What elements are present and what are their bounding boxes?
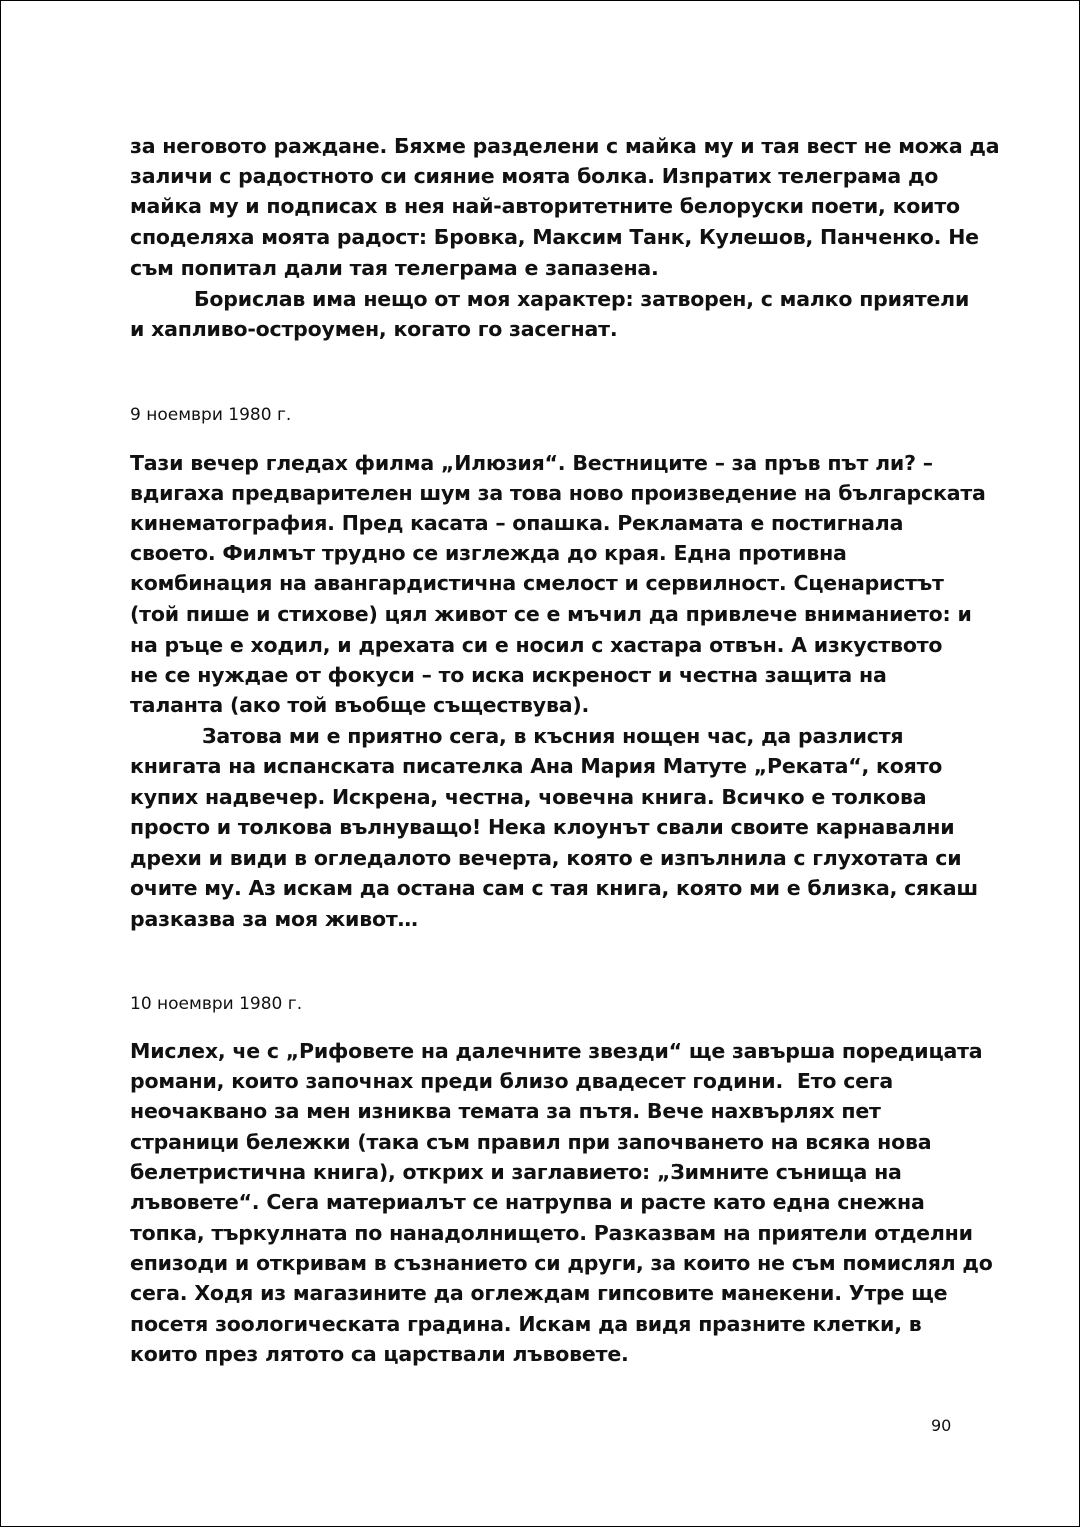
text-line: купих надвечер. Искрена, честна, човечна книга. Всичко е толкова: [130, 785, 927, 809]
text-line: просто и толкова вълнуващо! Нека клоунът свали своите карнавални: [130, 815, 955, 839]
text-line: неочаквано за мен изниква темата за пътя. Вече нахвърлях пет: [130, 1099, 881, 1123]
text-line: романи, които започнах преди близо двадесет години. Ето сега: [130, 1069, 894, 1093]
text-line: очите му. Аз искам да остана сам с тая книга, която ми е близка, сякаш: [130, 876, 978, 900]
text-line: лъвовете“. Сега материалът се натрупва и расте като една снежна: [130, 1190, 925, 1214]
text-line: които през лятото са царствали лъвовете.: [130, 1342, 629, 1366]
text-line: споделяха моята радост: Бровка, Максим Танк, Кулешов, Панченко. Не: [130, 225, 979, 249]
text-line: епизоди и откривам в съзнанието си други, за които не съм помислял до: [130, 1251, 993, 1275]
text-line: и хапливо-остроумен, когато го засегнат.: [130, 317, 618, 341]
page-number: 90: [931, 1416, 952, 1435]
text-line: Затова ми е приятно сега, в късния нощен час, да разлистя: [202, 724, 904, 748]
text-line: (той пише и стихове) цял живот се е мъчил да привлече вниманието: и: [130, 602, 972, 626]
entry-date: 9 ноември 1980 г.: [130, 405, 292, 425]
text-line: майка му и подписах в нея най-авторитетните белоруски поети, които: [130, 194, 960, 218]
text-line: разказва за моя живот…: [130, 907, 418, 931]
entry-date: 10 ноември 1980 г.: [130, 994, 303, 1014]
text-line: топка, търкулната по нанадолнището. Разказвам на приятели отделни: [130, 1221, 973, 1245]
text-line: Тази вечер гледах филма „Илюзия“. Вестниците – за пръв път ли? –: [130, 451, 933, 475]
text-line: страници бележки (така съм правил при започването на всяка нова: [130, 1130, 932, 1154]
text-line: не се нуждае от фокуси – то иска искреност и честна защита на: [130, 663, 887, 687]
text-line: Мислех, че с „Рифовете на далечните звезди“ ще завърша поредицата: [130, 1039, 983, 1063]
text-line: сега. Ходя из магазините да оглеждам гипсовите манекени. Утре ще: [130, 1281, 948, 1305]
text-line: своето. Филмът трудно се изглежда до края. Една противна: [130, 541, 847, 565]
text-line: дрехи и види в огледалото вечерта, която е изпълнила с глухотата си: [130, 846, 962, 870]
text-line: кинематография. Пред касата – опашка. Рекламата е постигнала: [130, 511, 904, 535]
text-line: посетя зоологическата градина. Искам да видя празните клетки, в: [130, 1312, 922, 1336]
text-line: на ръце е ходил, и дрехата си е носил с хастара отвън. А изкуството: [130, 633, 943, 657]
text-line: съм попитал дали тая телеграма е запазена.: [130, 256, 659, 280]
text-line: Борислав има нещо от моя характер: затворен, с малко приятели: [194, 287, 970, 311]
text-line: за неговото раждане. Бяхме разделени с майка му и тая вест не можа да: [130, 134, 1000, 158]
text-line: вдигаха предварителен шум за това ново произведение на българската: [130, 481, 986, 505]
text-line: белетристична книга), открих и заглавието: „Зимните сънища на: [130, 1160, 902, 1184]
text-line: книгата на испанската писателка Ана Мария Матуте „Реката“, която: [130, 754, 943, 778]
text-line: таланта (ако той въобще съществува).: [130, 693, 590, 717]
text-line: заличи с радостното си сияние моята болка. Изпратих телеграма до: [130, 164, 939, 188]
text-line: комбинация на авангардистична смелост и сервилност. Сценаристът: [130, 571, 944, 595]
